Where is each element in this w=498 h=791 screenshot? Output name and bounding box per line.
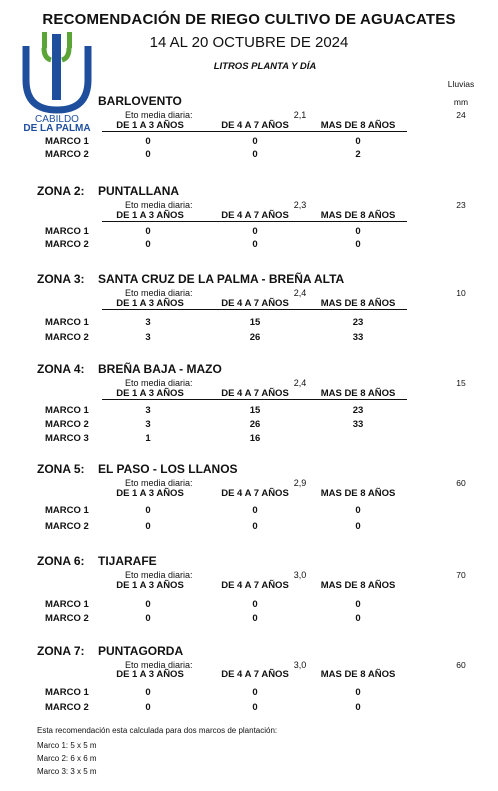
eto-value: 2,4 — [293, 288, 307, 298]
col-header-4-7: DE 4 A 7 AÑOS — [221, 669, 289, 680]
rain-value: 70 — [456, 570, 466, 580]
eto-value: 2,4 — [293, 378, 307, 388]
col-header-4-7: DE 4 A 7 AÑOS — [221, 580, 289, 591]
zone-area: TIJARAFE — [98, 554, 157, 568]
eto-label: Eto media diaria: — [125, 200, 193, 210]
rain-value: 60 — [456, 478, 466, 488]
zone-number: ZONA 4: — [37, 362, 85, 376]
eto-label: Eto media diaria: — [125, 378, 193, 388]
zone-number: ZONA 6: — [37, 554, 85, 568]
rain-value: 24 — [456, 110, 466, 120]
footnote-marco-2: Marco 2: 6 x 6 m — [37, 754, 97, 763]
col-header-4-7: DE 4 A 7 AÑOS — [221, 488, 289, 499]
rain-value: 23 — [456, 200, 466, 210]
table-row: MARCO 2 3 26 33 — [45, 419, 364, 430]
zone-number: ZONA 3: — [37, 272, 85, 286]
table-row: MARCO 3 1 16 — [45, 433, 261, 444]
zone-area: PUNTAGORDA — [98, 644, 184, 658]
page-title: RECOMENDACIÓN DE RIEGO CULTIVO DE AGUACATES — [42, 11, 456, 28]
rain-header: Lluvias — [447, 79, 475, 89]
rain-unit: mm — [453, 97, 469, 107]
header-rule — [102, 221, 407, 222]
col-header-1-3: DE 1 A 3 AÑOS — [116, 298, 184, 309]
table-row: MARCO 2 3 26 33 — [45, 332, 364, 343]
table-row: MARCO 1 0 0 0 — [45, 687, 361, 698]
col-header-8plus: MAS DE 8 AÑOS — [320, 669, 396, 680]
table-row: MARCO 1 0 0 0 — [45, 599, 361, 610]
footnote-marco-3: Marco 3: 3 x 5 m — [37, 767, 97, 776]
col-header-8plus: MAS DE 8 AÑOS — [320, 120, 396, 131]
table-row: MARCO 1 3 15 23 — [45, 405, 364, 416]
col-header-8plus: MAS DE 8 AÑOS — [320, 488, 396, 499]
eto-value: 3,0 — [293, 660, 307, 670]
table-row: MARCO 1 0 0 0 — [45, 226, 361, 237]
zone-number: ZONA 5: — [37, 462, 85, 476]
col-header-4-7: DE 4 A 7 AÑOS — [221, 120, 289, 131]
col-header-1-3: DE 1 A 3 AÑOS — [116, 120, 184, 131]
zone-el-paso — [0, 462, 498, 542]
col-header-1-3: DE 1 A 3 AÑOS — [116, 388, 184, 399]
col-header-1-3: DE 1 A 3 AÑOS — [116, 210, 184, 221]
eto-value: 2,3 — [293, 200, 307, 210]
col-header-4-7: DE 4 A 7 AÑOS — [221, 388, 289, 399]
rain-value: 15 — [456, 378, 466, 388]
col-header-4-7: DE 4 A 7 AÑOS — [221, 210, 289, 221]
table-row: MARCO 2 0 0 0 — [45, 702, 361, 713]
table-row: MARCO 1 3 15 23 — [45, 317, 364, 328]
rain-value: 60 — [456, 660, 466, 670]
col-header-1-3: DE 1 A 3 AÑOS — [116, 488, 184, 499]
eto-value: 2,1 — [293, 110, 307, 120]
footnote-intro: Esta recomendación esta calculada para dos marcos de plantación: — [37, 726, 278, 735]
footnote-marco-1: Marco 1: 5 x 5 m — [37, 741, 97, 750]
table-row: MARCO 1 0 0 0 — [45, 136, 361, 147]
col-header-4-7: DE 4 A 7 AÑOS — [221, 298, 289, 309]
table-row: MARCO 2 0 0 0 — [45, 521, 361, 532]
svg-text:CABILDO: CABILDO — [35, 114, 79, 125]
col-header-1-3: DE 1 A 3 AÑOS — [116, 669, 184, 680]
zone-area: EL PASO - LOS LLANOS — [98, 462, 238, 476]
rain-value: 10 — [456, 288, 466, 298]
table-row: MARCO 1 0 0 0 — [45, 505, 361, 516]
zone-puntallana — [0, 184, 498, 264]
col-header-8plus: MAS DE 8 AÑOS — [320, 580, 396, 591]
eto-value: 2,9 — [293, 478, 307, 488]
zone-area: PUNTALLANA — [98, 184, 180, 198]
eto-label: Eto media diaria: — [125, 570, 193, 580]
table-row: MARCO 2 0 0 0 — [45, 613, 361, 624]
zone-barlovento — [0, 94, 498, 174]
table-row: MARCO 2 0 0 0 — [45, 239, 361, 250]
zone-area: BARLOVENTO — [98, 94, 182, 108]
col-header-1-3: DE 1 A 3 AÑOS — [116, 580, 184, 591]
eto-label: Eto media diaria: — [125, 110, 193, 120]
zone-puntagorda — [0, 644, 498, 724]
header-rule — [102, 309, 407, 310]
zone-number: ZONA 7: — [37, 644, 85, 658]
header-rule — [102, 399, 407, 400]
eto-label: Eto media diaria: — [125, 478, 193, 488]
col-header-8plus: MAS DE 8 AÑOS — [320, 298, 396, 309]
eto-value: 3,0 — [293, 570, 307, 580]
zone-tijarafe — [0, 554, 498, 634]
zone-number: ZONA 2: — [37, 184, 85, 198]
table-row: MARCO 2 0 0 2 — [45, 149, 361, 160]
zone-brena-baja — [0, 362, 498, 442]
col-header-8plus: MAS DE 8 AÑOS — [320, 210, 396, 221]
header-rule — [102, 131, 407, 132]
eto-label: Eto media diaria: — [125, 288, 193, 298]
eto-label: Eto media diaria: — [125, 660, 193, 670]
zone-area: SANTA CRUZ DE LA PALMA - BREÑA ALTA — [98, 272, 345, 286]
zone-santa-cruz — [0, 272, 498, 352]
svg-text:DE LA PALMA: DE LA PALMA — [23, 123, 91, 132]
date-range: 14 AL 20 OCTUBRE DE 2024 — [149, 34, 349, 51]
units-label: LITROS PLANTA Y DÍA — [213, 61, 317, 72]
col-header-8plus: MAS DE 8 AÑOS — [320, 388, 396, 399]
zone-area: BREÑA BAJA - MAZO — [98, 362, 222, 376]
